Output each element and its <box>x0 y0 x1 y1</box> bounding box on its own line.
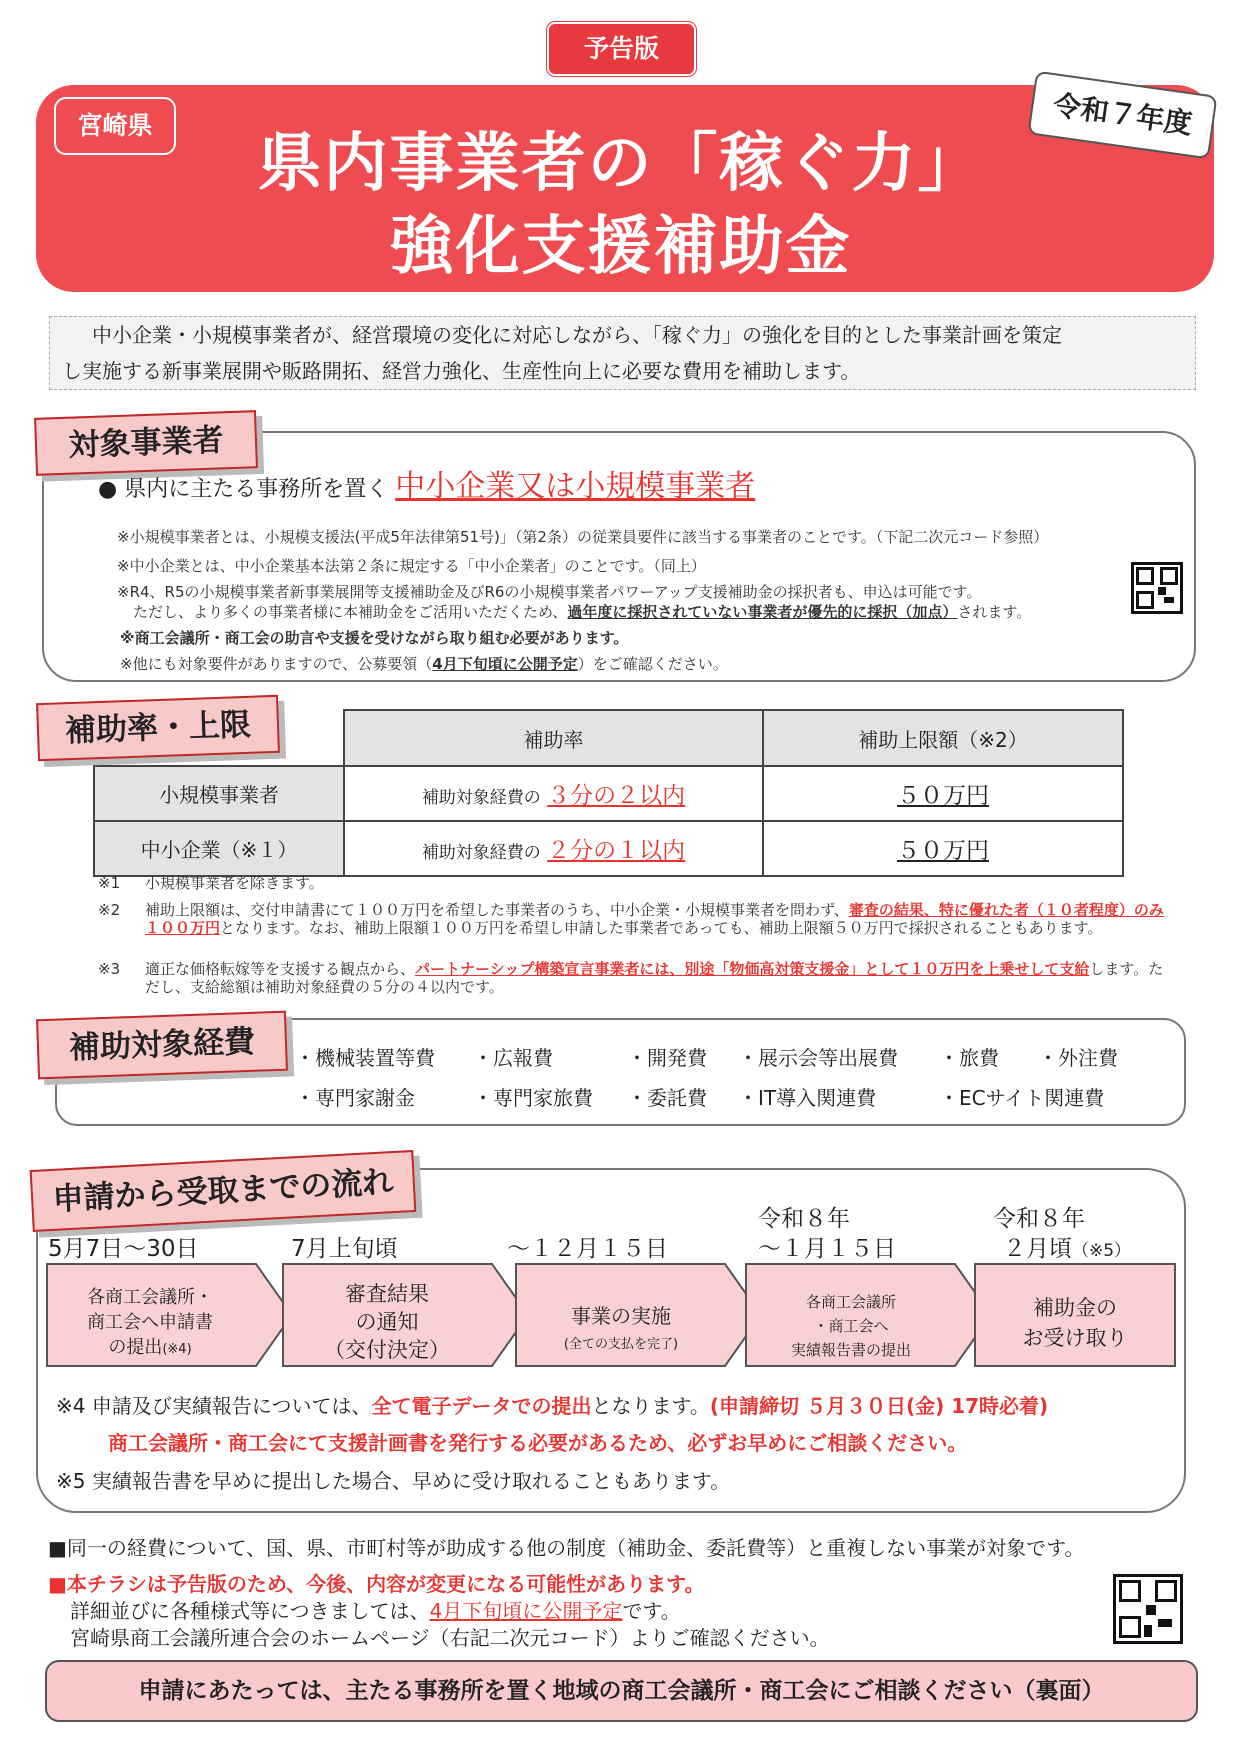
flow-step-2 <box>282 1280 492 1364</box>
rate-note-2-a: 補助上限額は、交付申請書にて１００万円を希望した事業者のうち、中小企業・小規模事業者を問わず、 <box>145 901 849 919</box>
rate-row-limit-value: ５０万円 <box>897 783 989 809</box>
expense-item: ・展示会等出展費 <box>738 1046 898 1070</box>
page-title-line2: 強化支援補助金 <box>389 210 852 284</box>
target-note-6-post: ）をご確認ください。 <box>577 655 728 673</box>
flow-step-2-line2: の通知 <box>355 1310 419 1334</box>
intro-line2: し実施する新事業展開や販路開拓、経営力強化、生産性向上に必要な費用を補助します。 <box>62 359 861 383</box>
qr-code-small-business-icon[interactable] <box>1131 562 1183 614</box>
rate-row-rate <box>344 821 763 876</box>
flow-note-4-b: となります。 <box>591 1394 710 1418</box>
expense-item: ・旅費 <box>939 1046 999 1070</box>
target-lead-highlight: 中小企業又は小規模事業者 <box>395 469 756 504</box>
target-note-4-underline: 過年度に採択されていない事業者が優先的に採択（加点） <box>567 603 958 621</box>
target-note-4-pre: ただし、より多くの事業者様に本補助金をご活用いただくため、 <box>133 603 568 621</box>
expense-item: ・委託費 <box>627 1086 707 1110</box>
preview-badge: 予告版 <box>547 22 696 76</box>
rate-row-limit <box>763 821 1123 876</box>
flow-step-1-line3-note: (※4) <box>162 1342 192 1357</box>
flow-note-4-a: 申請及び実績報告については、 <box>91 1394 372 1418</box>
target-note-3: ※R4、R5の小規模事業者新事業展開等支援補助金及びR6の小規模事業者パワーアップ支援補助金の採択者も、申込は可能です。 <box>117 583 982 601</box>
flow-step-5-year: 令和８年 <box>993 1206 1085 1232</box>
flow-step-2-date: 7月上旬頃 <box>291 1236 398 1262</box>
rate-note-3 <box>145 960 1165 996</box>
target-note-6-underline: 4月下旬頃に公開予定 <box>432 655 578 673</box>
flow-step-5-date-main: ２月頃 <box>1003 1236 1072 1262</box>
footer-line-3-a: 詳細並びに各種様式等につきましては、 <box>70 1599 430 1623</box>
rate-header-rate: 補助率 <box>344 710 763 766</box>
bottom-consult-banner: 申請にあたっては、主たる事務所を置く地域の商工会議所・商工会にご相談ください（裏面） <box>45 1660 1198 1722</box>
table-row <box>94 821 1123 876</box>
flow-step-3-line2: (全ての支払を完了) <box>563 1337 679 1352</box>
footer-line-3-highlight: 4月下旬頃に公開予定 <box>429 1599 623 1623</box>
flow-step-4-year: 令和８年 <box>758 1206 850 1232</box>
flow-step-4-date: ～１月１５日 <box>758 1236 896 1262</box>
rate-note-1: 小規模事業者を除きます。 <box>145 874 324 892</box>
flow-note-4-deadline: (申請締切 ５月３０日(金) 17時必着) <box>709 1394 1049 1418</box>
rate-row-rate <box>344 766 763 821</box>
footer-line-1: ■同一の経費について、国、県、市町村等が助成する他の制度（補助金、委託費等）と重複しない事業が対象です。 <box>48 1536 1085 1560</box>
rate-note-2-highlight: 審査の結果、特に優れた者（１０者程度）のみ１００万円 <box>145 901 1164 937</box>
rate-row-limit <box>763 766 1123 821</box>
rate-tag: 補助率・上限 <box>36 695 280 761</box>
target-note-4 <box>133 601 1031 622</box>
rate-header-limit: 補助上限額（※2） <box>763 710 1123 766</box>
expense-item: ・ECサイト関連費 <box>939 1086 1105 1110</box>
target-note-6 <box>120 653 728 674</box>
rate-row-rate-value: ２分の１以内 <box>547 838 686 864</box>
flow-step-2-line1: 審査結果 <box>345 1282 429 1306</box>
flow-step-5-line2: お受け取り <box>1022 1326 1128 1350</box>
intro-line1: 中小企業・小規模事業者が、経営環境の変化に対応しながら、「稼ぐ力」の強化を目的とした事業計画を策定 <box>92 323 1062 347</box>
rate-note-1-mark: ※1 <box>98 874 121 892</box>
rate-note-3-mark: ※3 <box>98 960 121 978</box>
flow-step-2-line3: （交付決定） <box>324 1338 450 1362</box>
flow-note-4-line2: 商工会議所・商工会にて支援計画書を発行する必要があるため、必ずお早めにご相談ください。 <box>108 1431 968 1455</box>
footer-line-3-b: です。 <box>622 1599 681 1623</box>
page-title-line1: 県内事業者の「稼ぐ力」 <box>257 127 984 201</box>
footer-line-2: ■本チラシは予告版のため、今後、内容が変更になる可能性があります。 <box>48 1572 705 1596</box>
footer-line-3 <box>70 1595 681 1624</box>
flow-step-5-date-note: （※5） <box>1072 1241 1132 1261</box>
target-note-4-post: されます。 <box>957 603 1032 621</box>
rate-row-limit-value: ５０万円 <box>897 838 989 864</box>
flow-step-5-date <box>1003 1230 1131 1263</box>
rate-row-prefix: 補助対象経費の <box>421 788 541 808</box>
flow-step-1-line3: の提出 <box>108 1337 163 1358</box>
flow-note-5: ※5 実績報告書を早めに提出した場合、早めに受け取れることもあります。 <box>56 1469 731 1493</box>
expense-item: ・広報費 <box>473 1046 553 1070</box>
target-tag: 対象事業者 <box>34 410 258 476</box>
target-lead-text: ● 県内に主たる事務所を置く <box>98 477 389 502</box>
rate-note-3-highlight: パートナーシップ構築宣言事業者には、別途「物価高対策支援金」として１０万円を上乗せして支給 <box>415 960 1090 978</box>
fiscal-year-label: 令和７年度 <box>1027 71 1217 160</box>
rate-note-2-b: となります。なお、補助上限額１００万円を希望し申請した事業者であっても、補助上限額５０万円で採択されることもあります。 <box>220 919 1103 937</box>
rate-note-3-a: 適正な価格転嫁等を支援する観点から、 <box>145 960 416 978</box>
flow-tag: 申請から受取までの流れ <box>30 1150 417 1232</box>
flow-step-4-line1: 各商工会議所 <box>805 1293 896 1311</box>
flow-step-1-line2: 商工会へ申請書 <box>87 1312 213 1333</box>
flow-step-3 <box>516 1300 726 1352</box>
flow-step-4-line3: 実績報告書の提出 <box>790 1341 911 1359</box>
expense-item: ・専門家旅費 <box>473 1086 593 1110</box>
target-note-1: ※小規模事業者とは、小規模支援法(平成5年法律第51号)」（第2条）の従業員要件に該当する事業者のことです。（下記二次元コード参照） <box>117 528 1049 546</box>
rate-note-2-mark: ※2 <box>98 901 121 919</box>
target-note-2: ※中小企業とは、中小企業基本法第２条に規定する「中小企業者」のことです。（同上） <box>117 557 706 575</box>
expense-item: ・専門家謝金 <box>295 1086 415 1110</box>
prefecture-label: 宮崎県 <box>54 97 176 155</box>
expense-item: ・IT導入関連費 <box>738 1086 877 1110</box>
expense-item: ・機械装置等費 <box>295 1046 435 1070</box>
target-lead <box>98 461 755 505</box>
flow-step-4 <box>746 1290 956 1362</box>
qr-code-homepage-icon[interactable] <box>1113 1574 1183 1644</box>
target-note-6-pre: ※他にも対象要件がありますので、公募要領（ <box>120 655 433 673</box>
rate-row-type: 小規模事業者 <box>94 766 344 821</box>
flow-step-1-line1: 各商工会議所・ <box>87 1287 213 1308</box>
flow-step-5-line1: 補助金の <box>1033 1296 1117 1320</box>
flow-note-4-mark: ※4 <box>56 1394 86 1418</box>
intro-text <box>49 316 1196 390</box>
rate-row-rate-value: ３分の２以内 <box>547 783 686 809</box>
rate-note-2 <box>145 901 1165 937</box>
flow-step-4-line2: ・商工会へ <box>813 1317 889 1335</box>
flow-note-4 <box>56 1390 1048 1419</box>
flow-step-1 <box>50 1285 250 1362</box>
expense-item: ・開発費 <box>627 1046 707 1070</box>
flow-step-3-date: ～１２月１５日 <box>507 1236 668 1262</box>
flow-step-1-date: 5月7日～30日 <box>48 1236 199 1262</box>
flow-step-5 <box>975 1293 1175 1353</box>
flow-step-3-line1: 事業の実施 <box>571 1304 671 1328</box>
rate-row-prefix: 補助対象経費の <box>421 843 541 863</box>
rate-note-3-b: します。ただし、支給総額は補助対象経費の５分の４以内です。 <box>145 960 1164 996</box>
expense-item: ・外注費 <box>1038 1046 1118 1070</box>
rate-row-type: 中小企業（※１） <box>94 821 344 876</box>
flow-note-4-highlight: 全て電子データでの提出 <box>371 1394 592 1418</box>
footer-line-4: 宮崎県商工会議所連合会のホームページ（右記二次元コード）よりご確認ください。 <box>70 1626 830 1650</box>
table-row <box>94 766 1123 821</box>
target-note-5: ※商工会議所・商工会の助言や支援を受けながら取り組む必要があります。 <box>120 629 629 647</box>
expenses-tag: 補助対象経費 <box>36 1011 288 1080</box>
